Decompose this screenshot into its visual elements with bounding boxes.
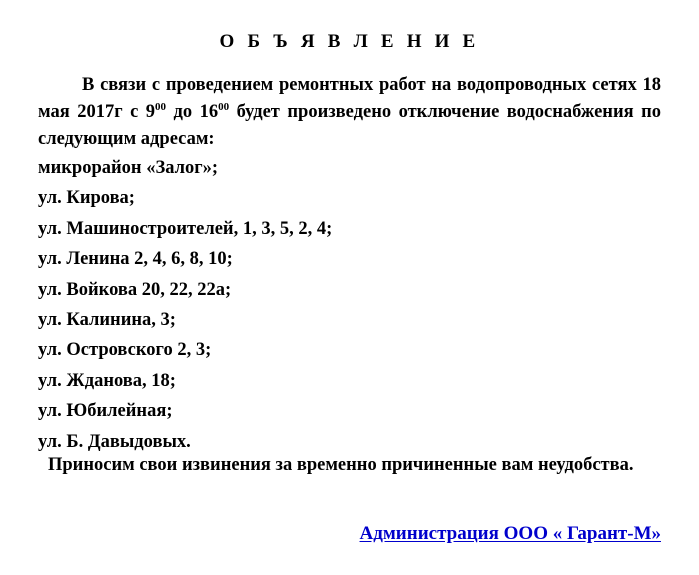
address-list: [38, 153, 332, 457]
notice-title: О Б Ъ Я В Л Е Н И Е: [219, 31, 480, 52]
address-item: ул. Кирова;: [38, 188, 135, 209]
intro-text-end: будет произведено отключение водоснабжения по следующим адресам:: [38, 102, 661, 149]
start-time-minutes: 00: [155, 101, 167, 113]
apology-paragraph: [38, 452, 661, 479]
end-time-minutes: 00: [218, 101, 230, 113]
address-item: ул. Войкова 20, 22, 22а;: [38, 279, 232, 300]
address-item: ул. Юбилейная;: [38, 401, 173, 422]
address-item: ул. Островского 2, 3;: [38, 340, 212, 361]
address-item: ул. Машиностроителей, 1, 3, 5, 2, 4;: [38, 218, 333, 239]
intro-text-start: В связи с проведением ремонтных работ на водопроводных сетях 18 мая 2017г с 9: [38, 75, 661, 122]
notice-intro-paragraph: [38, 72, 661, 153]
address-item: ул. Б. Давыдовых.: [38, 431, 191, 452]
intro-text-middle: до 16: [166, 102, 219, 122]
address-item: ул. Ленина 2, 4, 6, 8, 10;: [38, 249, 233, 270]
address-item: микрорайон «Залог»;: [38, 158, 219, 178]
address-item: ул. Жданова, 18;: [38, 370, 176, 391]
signature-link[interactable]: Администрация ООО « Гарант-М»: [359, 523, 661, 544]
apology-text: Приносим свои извинения за временно причиненные вам неудобства.: [48, 455, 634, 475]
address-item: ул. Калинина, 3;: [38, 310, 176, 331]
